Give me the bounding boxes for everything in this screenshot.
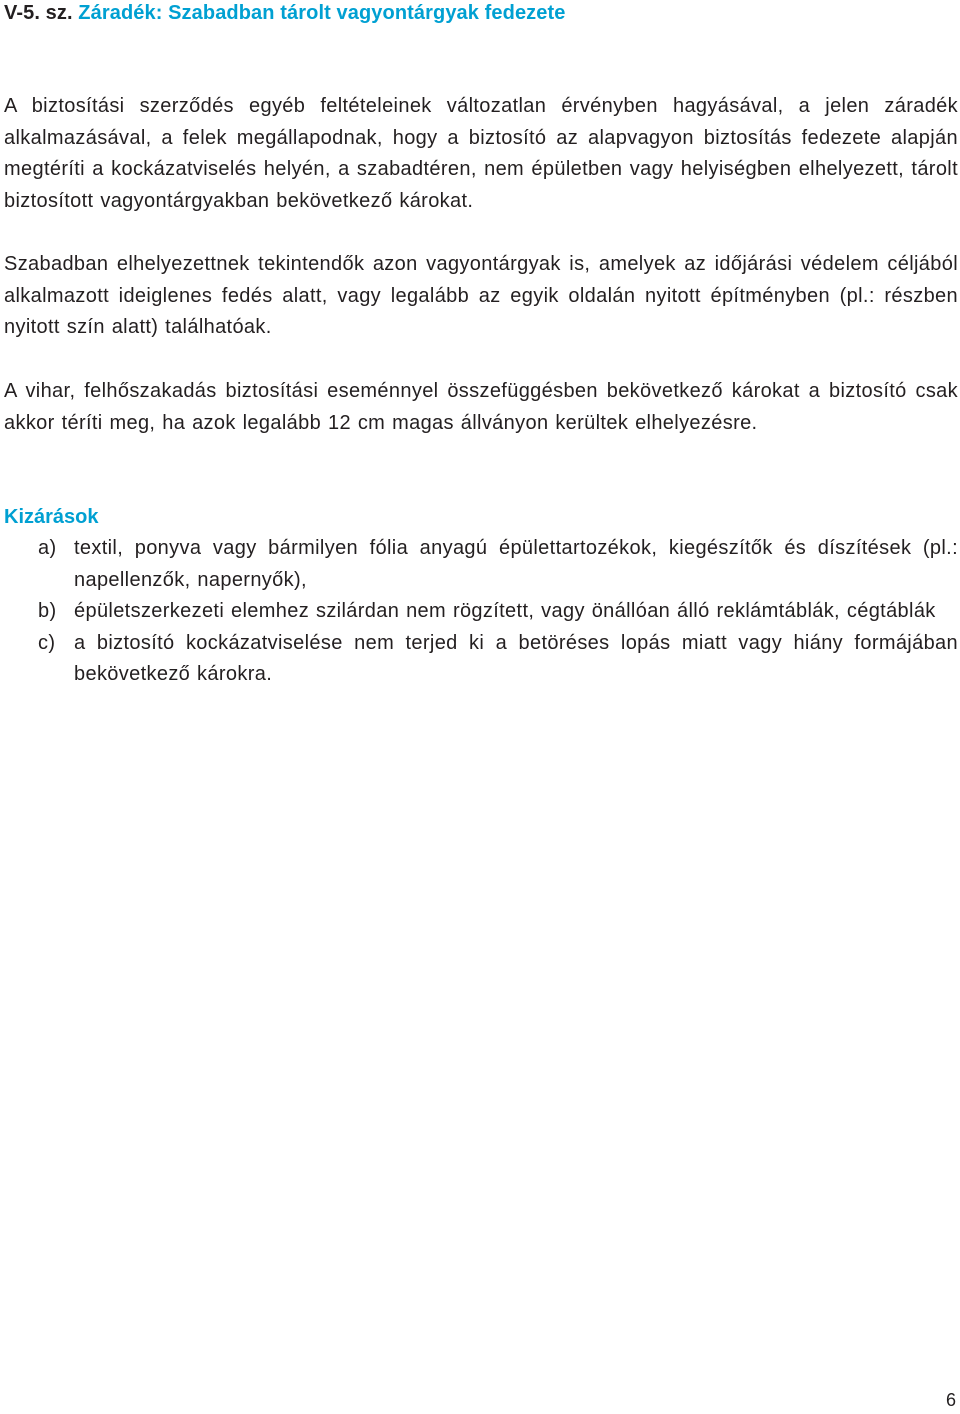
list-item-text: textil, ponyva vagy bármilyen fólia anyagú épülettartozékok, kiegészítők és díszítések (pl.: napellenzők, napernyők), [74,537,958,591]
page-number: 6 [945,1390,956,1410]
list-item [4,533,958,596]
list-marker: a) [38,537,57,559]
paragraph-coverage: A biztosítási szerződés egyéb feltételeinek változatlan érvényben hagyásával, a jelen záradék alkalmazásával, a felek megállapodnak, hogy a biztosító az alapvagyon biztosítás fedezete alapján megtéríti a kockázatviselés helyén, a szabadtéren, nem épületben vagy helyiségben elhelyezett, tárolt biztosított vagyontárgyakban bekövetkező károkat. [4,95,958,212]
paragraph-storm-condition: A vihar, felhőszakadás biztosítási eseménnyel összefüggésben bekövetkező károkat a biztosító csak akkor téríti meg, ha azok legalább 12 cm magas állványon kerültek elhelyezésre. [4,380,958,434]
list-item-text: a biztosító kockázatviselése nem terjed ki a betöréses lopás miatt vagy hiány formájában bekövetkező károkra. [74,631,958,685]
title-main: Záradék: Szabadban tárolt vagyontárgyak fedezete [78,2,566,24]
document-page [4,0,958,685]
list-marker: c) [38,631,56,654]
list-item-text: épületszerkezeti elemhez szilárdan nem rögzített, vagy önállóan álló reklámtáblák, cégtáblák [74,600,936,622]
list-marker: b) [38,600,57,622]
exclusions-heading: Kizárások [4,506,99,528]
title-prefix: V-5. sz. [4,2,73,24]
list-item [4,628,958,691]
exclusions-list [4,533,958,691]
list-item [4,596,958,628]
page-title [4,0,958,26]
paragraph-definition: Szabadban elhelyezettnek tekintendők azon vagyontárgyak is, amelyek az időjárási védelem céljából alkalmazott ideiglenes fedés alatt, vagy legalább az egyik oldalán nyitott építményben (pl.: részben nyitott szín alatt) találhatóak. [4,253,958,338]
